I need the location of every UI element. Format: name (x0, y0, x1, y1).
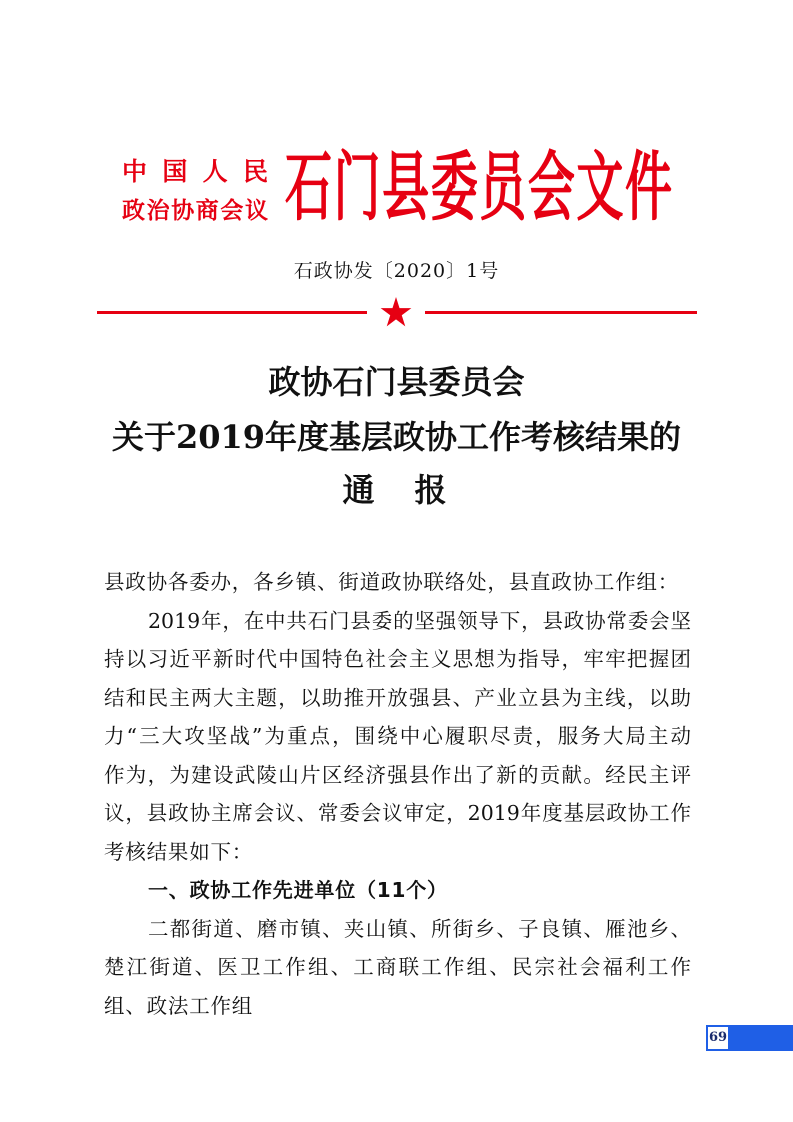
paragraph-line: 考核结果如下： (104, 839, 254, 864)
org-name-line1: 中国人民 (122, 157, 268, 186)
list-line: 楚江街道、医卫工作组、工商联工作组、民宗社会福利工作 (104, 955, 691, 979)
document-number: 石政协发〔2020〕1号 (293, 260, 500, 282)
notice-title-line1: 政协石门县委员会 (268, 363, 525, 401)
paragraph-line: 作为，为建设武陵山片区经济强县作出了新的贡献。经民主评 (104, 762, 691, 787)
notice-title-line3: 通 报 (342, 471, 451, 509)
list-line: 二都街道、磨市镇、夹山镇、所街乡、子良镇、雁池乡、 (148, 916, 691, 941)
salutation: 县政协各委办，各乡镇、街道政协联络处，县直政协工作组： (104, 570, 680, 594)
paragraph-line: 结和民主两大主题，以助推开放强县、产业立县为主线，以助 (104, 685, 691, 710)
list-line: 组、政法工作组 (104, 993, 254, 1018)
paragraph-line: 议，县政协主席会议、常委会议审定，2019年度基层政协工作 (104, 801, 691, 825)
document-type-title: 石门县委员会文件 (285, 144, 672, 233)
section-heading: 一、政协工作先进单位（11个） (148, 878, 448, 902)
page-number: 69 (707, 1026, 729, 1050)
red-divider-right (425, 311, 697, 314)
paragraph-line: 2019年，在中共石门县委的坚强领导下，县政协常委会坚 (148, 608, 691, 633)
notice-title-line2: 关于2019年度基层政协工作考核结果的 (111, 418, 682, 456)
red-divider-left (97, 311, 367, 314)
document-body (104, 563, 691, 1025)
paragraph-line: 持以习近平新时代中国特色社会主义思想为指导，牢牢把握团 (104, 647, 691, 671)
star-icon (380, 296, 412, 328)
page-number-tab (706, 1025, 793, 1051)
paragraph-line: 力“三大攻坚战”为重点，围绕中心履职尽责，服务大局主动 (104, 724, 691, 748)
org-name-line2: 政治协商会议 (122, 197, 268, 224)
